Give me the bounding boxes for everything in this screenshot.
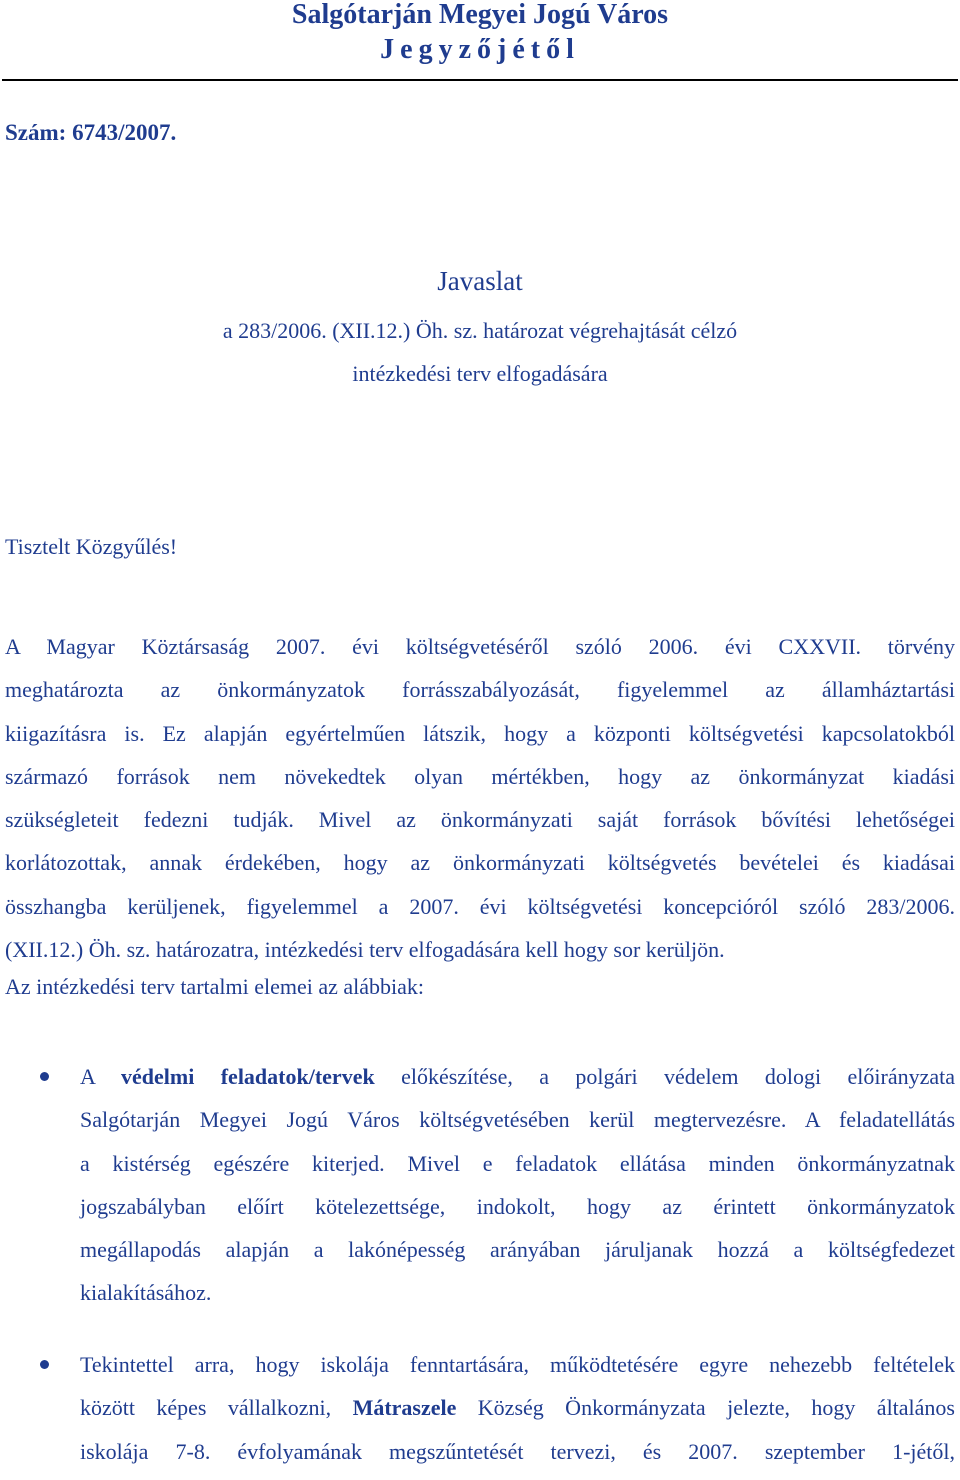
list-item-line: kialakításához. xyxy=(80,1280,212,1306)
bullet-icon xyxy=(40,1072,49,1081)
text-run: előkészítése, a polgári védelem dologi előirányzata xyxy=(374,1064,955,1089)
list-item-1 xyxy=(80,1062,955,1322)
list-item-2 xyxy=(80,1350,955,1480)
text-run: Község Önkormányzata jelezte, hogy általános xyxy=(456,1395,955,1421)
letterhead-city: Salgótarján Megyei Jogú Város xyxy=(291,0,669,30)
header-divider xyxy=(2,79,958,81)
list-item-line xyxy=(80,1393,955,1436)
list-item-line: a kistérség egészére kiterjed. Mivel e feladatok ellátása minden önkormányzatnak xyxy=(80,1150,955,1176)
body-paragraph xyxy=(5,632,955,978)
bold-term: Mátraszele xyxy=(352,1395,457,1421)
paragraph-line: kiigazításra is. Ez alapján egyértelműen látszik, hogy a központi költségvetési kapcsolatokból xyxy=(5,720,955,746)
paragraph-line: meghatározta az önkormányzatok forrásszabályozását, figyelemmel az államháztartási xyxy=(5,677,955,703)
paragraph-line: szükségleteit fedezni tudják. Mivel az önkormányzati saját források bővítési lehetőségei xyxy=(5,807,955,833)
text-run: között képes vállalkozni, xyxy=(80,1395,353,1421)
paragraph-line: származó források nem növekedtek olyan mértékben, hogy az önkormányzat kiadási xyxy=(5,763,955,789)
list-intro: Az intézkedési terv tartalmi elemei az alábbiak: xyxy=(5,974,425,999)
document-subtitle-line2: intézkedési terv elfogadására xyxy=(352,361,608,386)
paragraph-line: összhangba kerüljenek, figyelemmel a 2007. évi költségvetési koncepcióról szóló 283/2006. xyxy=(5,893,955,919)
list-item-line xyxy=(80,1062,955,1105)
paragraph-line: (XII.12.) Öh. sz. határozatra, intézkedési terv elfogadására kell hogy sor kerüljön. xyxy=(5,937,725,963)
paragraph-line: A Magyar Köztársaság 2007. évi költségvetéséről szóló 2006. évi CXXVII. törvény xyxy=(5,634,955,659)
bold-term: védelmi feladatok/tervek xyxy=(121,1064,375,1089)
letterhead-office: Jegyzőjétől xyxy=(380,34,580,65)
list-item-line: iskolája 7-8. évfolyamának megszűntetését tervezi, és 2007. szeptember 1-jétől, xyxy=(80,1438,955,1464)
list-item-line: megállapodás alapján a lakónépesség arányában járuljanak hozzá a költségfedezet xyxy=(80,1237,955,1263)
salutation: Tisztelt Közgyűlés! xyxy=(5,534,178,559)
list-item-line: Tekintettel arra, hogy iskolája fenntartására, működtetésére egyre nehezebb feltételek xyxy=(80,1352,955,1377)
list-item-line: jogszabályban előírt kötelezettsége, indokolt, hogy az érintett önkormányzatok xyxy=(80,1193,955,1219)
document-title: Javaslat xyxy=(437,266,523,296)
document-number: Szám: 6743/2007. xyxy=(5,120,177,145)
text-run: A xyxy=(80,1064,122,1089)
bullet-icon xyxy=(40,1360,49,1369)
list-item-line: Salgótarján Megyei Jogú Város költségvetésében kerül megtervezésre. A feladatellátás xyxy=(80,1107,955,1133)
document-subtitle-line1: a 283/2006. (XII.12.) Öh. sz. határozat végrehajtását célzó xyxy=(222,318,738,343)
paragraph-line: korlátozottak, annak érdekében, hogy az önkormányzati költségvetés bevételei és kiadásai xyxy=(5,850,955,876)
